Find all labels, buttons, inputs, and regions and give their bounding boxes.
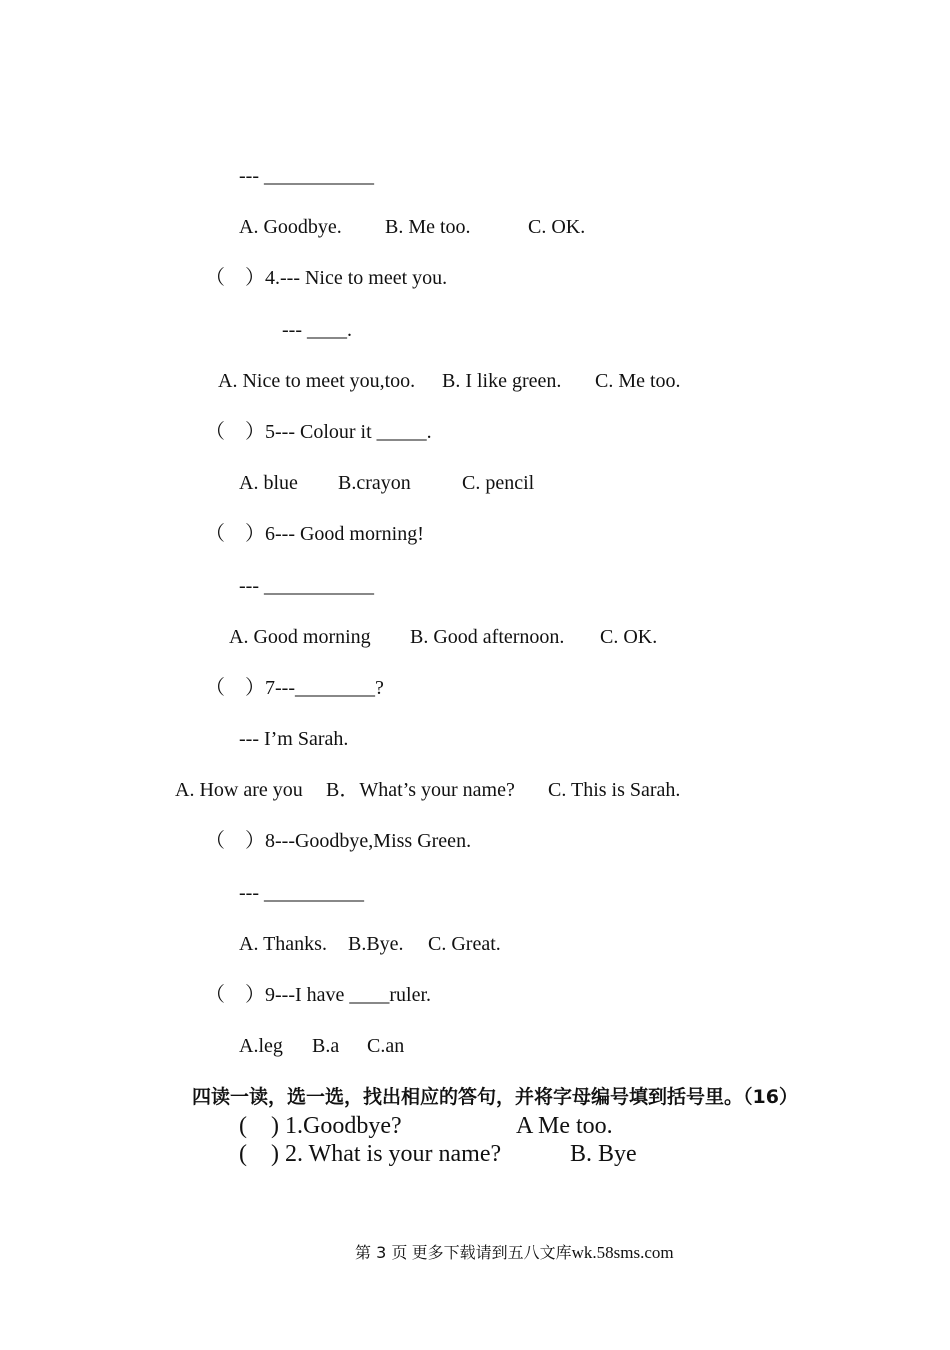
q6-option-c: C. OK. bbox=[600, 626, 658, 648]
q5-option-a: A. blue bbox=[239, 472, 298, 494]
footer-site-link[interactable]: wk.58sms.com bbox=[571, 1243, 674, 1262]
q7-answer-line: --- I’m Sarah. bbox=[239, 728, 349, 750]
q6-answer-line: --- ___________ bbox=[239, 575, 374, 597]
q9-option-b: B.a bbox=[312, 1035, 340, 1057]
footer-page-number: 第 3 页 bbox=[355, 1243, 408, 1262]
q8-option-a: A. Thanks. bbox=[239, 933, 327, 955]
q8-answer-line: --- __________ bbox=[239, 882, 364, 904]
q8-option-c: C. Great. bbox=[428, 933, 501, 955]
footer-promo: 更多下载请到五八文库 bbox=[411, 1243, 572, 1262]
q6-option-a: A. Good morning bbox=[229, 626, 371, 648]
section4-answer-a: A Me too. bbox=[516, 1113, 613, 1139]
section4-question-2: ( ) 2. What is your name? bbox=[239, 1141, 502, 1167]
q7-option-a: A. How are you bbox=[175, 779, 303, 801]
q9-option-c: C.an bbox=[367, 1035, 405, 1057]
q4-option-a: A. Nice to meet you,too. bbox=[218, 370, 416, 392]
q4-answer-line: --- ____. bbox=[282, 319, 352, 341]
q9-prompt: （ ）9---I have ____ruler. bbox=[205, 984, 432, 1006]
q9-option-a: A.leg bbox=[239, 1035, 283, 1057]
q8-option-b: B.Bye. bbox=[348, 933, 404, 955]
q7-option-b: B．What’s your name? bbox=[326, 779, 515, 801]
q3-option-c: C. OK. bbox=[528, 216, 586, 238]
page-footer bbox=[355, 1242, 674, 1264]
q8-prompt: （ ）8---Goodbye,Miss Green. bbox=[205, 830, 472, 852]
q4-option-b: B. I like green. bbox=[442, 370, 562, 392]
q7-prompt: （ ）7---________? bbox=[205, 677, 384, 699]
section4-question-1: ( ) 1.Goodbye? bbox=[239, 1113, 402, 1139]
section4-answer-b: B. Bye bbox=[570, 1141, 637, 1167]
q3-option-a: A. Goodbye. bbox=[239, 216, 342, 238]
q3-answer-line: --- ___________ bbox=[239, 165, 374, 187]
q4-prompt: （ ）4.--- Nice to meet you. bbox=[205, 267, 448, 289]
q7-option-c: C. This is Sarah. bbox=[548, 779, 681, 801]
q6-prompt: （ ）6--- Good morning! bbox=[205, 523, 424, 545]
q5-option-b: B.crayon bbox=[338, 472, 411, 494]
q5-prompt: （ ）5--- Colour it _____. bbox=[205, 421, 432, 443]
q3-option-b: B. Me too. bbox=[385, 216, 471, 238]
section4-heading: 四读一读，选一选，找出相应的答句，并将字母编号填到括号里。（16） bbox=[192, 1086, 798, 1108]
q5-option-c: C. pencil bbox=[462, 472, 535, 494]
q4-option-c: C. Me too. bbox=[595, 370, 681, 392]
q6-option-b: B. Good afternoon. bbox=[410, 626, 565, 648]
